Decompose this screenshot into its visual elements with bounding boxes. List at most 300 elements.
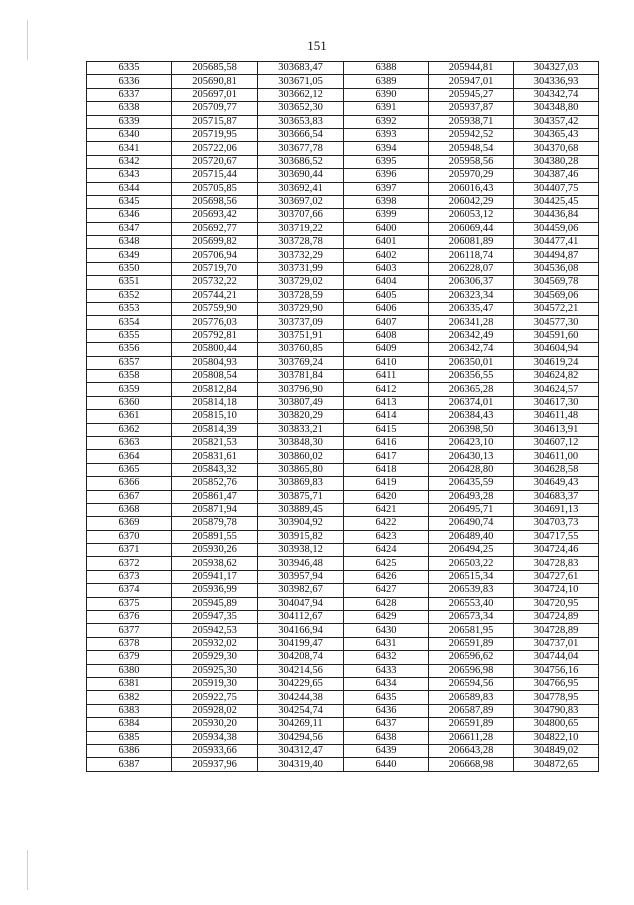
table-cell-x-coordinate-left: 205852,76 — [172, 477, 258, 490]
table-cell-x-coordinate-left: 205891,55 — [172, 530, 258, 543]
table-cell-point-number-right: 6395 — [344, 155, 429, 168]
table-cell-x-coordinate-right: 206342,49 — [429, 329, 514, 342]
table-cell-x-coordinate-left: 205821,53 — [172, 436, 258, 449]
table-row — [87, 704, 599, 717]
table-cell-x-coordinate-left: 205930,26 — [172, 544, 258, 557]
table-cell-y-coordinate-left: 304269,11 — [258, 718, 344, 731]
table-cell-point-number-right: 6389 — [344, 75, 429, 88]
table-cell-point-number-right: 6417 — [344, 450, 429, 463]
table-cell-y-coordinate-right: 304611,48 — [514, 410, 599, 423]
table-cell-y-coordinate-left: 303796,90 — [258, 383, 344, 396]
table-cell-y-coordinate-left: 303692,41 — [258, 182, 344, 195]
table-cell-x-coordinate-left: 205685,58 — [172, 62, 258, 75]
table-cell-x-coordinate-right: 206374,01 — [429, 396, 514, 409]
table-cell-point-number-right: 6399 — [344, 209, 429, 222]
table-cell-point-number-right: 6439 — [344, 744, 429, 757]
table-row — [87, 169, 599, 182]
table-row — [87, 436, 599, 449]
table-cell-point-number-right: 6423 — [344, 530, 429, 543]
table-row — [87, 744, 599, 757]
table-row — [87, 329, 599, 342]
table-cell-x-coordinate-left: 205814,18 — [172, 396, 258, 409]
table-row — [87, 209, 599, 222]
table-cell-point-number-left: 6352 — [87, 289, 172, 302]
table-cell-y-coordinate-left: 303662,12 — [258, 88, 344, 101]
table-cell-y-coordinate-right: 304649,43 — [514, 477, 599, 490]
table-row — [87, 637, 599, 650]
table-cell-x-coordinate-right: 206591,89 — [429, 637, 514, 650]
table-cell-y-coordinate-left: 303865,80 — [258, 463, 344, 476]
table-row — [87, 356, 599, 369]
table-cell-point-number-left: 6338 — [87, 102, 172, 115]
table-cell-x-coordinate-right: 206668,98 — [429, 758, 514, 771]
table-cell-point-number-right: 6401 — [344, 236, 429, 249]
table-cell-point-number-right: 6405 — [344, 289, 429, 302]
table-cell-x-coordinate-right: 206398,50 — [429, 423, 514, 436]
table-cell-x-coordinate-left: 205706,94 — [172, 249, 258, 262]
table-cell-point-number-right: 6428 — [344, 597, 429, 610]
table-cell-point-number-left: 6380 — [87, 664, 172, 677]
table-cell-x-coordinate-left: 205759,90 — [172, 303, 258, 316]
table-cell-x-coordinate-right: 206581,95 — [429, 624, 514, 637]
table-row — [87, 410, 599, 423]
table-row — [87, 517, 599, 530]
table-cell-point-number-left: 6358 — [87, 369, 172, 382]
table-cell-x-coordinate-left: 205879,78 — [172, 517, 258, 530]
table-cell-point-number-left: 6348 — [87, 236, 172, 249]
table-row — [87, 530, 599, 543]
table-cell-x-coordinate-right: 206591,89 — [429, 718, 514, 731]
table-cell-point-number-left: 6379 — [87, 651, 172, 664]
table-cell-point-number-left: 6359 — [87, 383, 172, 396]
table-cell-x-coordinate-right: 205970,29 — [429, 169, 514, 182]
table-cell-x-coordinate-right: 206490,74 — [429, 517, 514, 530]
table-cell-point-number-left: 6355 — [87, 329, 172, 342]
table-row — [87, 182, 599, 195]
table-cell-y-coordinate-right: 304459,06 — [514, 222, 599, 235]
table-row — [87, 236, 599, 249]
table-row — [87, 115, 599, 128]
table-cell-y-coordinate-left: 303938,12 — [258, 544, 344, 557]
table-cell-y-coordinate-right: 304691,13 — [514, 503, 599, 516]
table-cell-point-number-right: 6388 — [344, 62, 429, 75]
table-cell-y-coordinate-right: 304613,91 — [514, 423, 599, 436]
table-cell-point-number-right: 6406 — [344, 303, 429, 316]
table-cell-y-coordinate-left: 303737,09 — [258, 316, 344, 329]
table-cell-y-coordinate-left: 304244,38 — [258, 691, 344, 704]
table-cell-point-number-left: 6360 — [87, 396, 172, 409]
table-cell-y-coordinate-right: 304569,06 — [514, 289, 599, 302]
table-cell-point-number-left: 6347 — [87, 222, 172, 235]
table-cell-y-coordinate-left: 304214,56 — [258, 664, 344, 677]
table-cell-point-number-right: 6422 — [344, 517, 429, 530]
table-cell-y-coordinate-right: 304737,01 — [514, 637, 599, 650]
table-cell-x-coordinate-left: 205722,06 — [172, 142, 258, 155]
table-cell-point-number-left: 6383 — [87, 704, 172, 717]
table-cell-point-number-left: 6372 — [87, 557, 172, 570]
table-cell-point-number-left: 6374 — [87, 584, 172, 597]
table-cell-y-coordinate-right: 304724,10 — [514, 584, 599, 597]
table-cell-x-coordinate-right: 205937,87 — [429, 102, 514, 115]
table-cell-y-coordinate-left: 303875,71 — [258, 490, 344, 503]
table-row — [87, 276, 599, 289]
table-cell-x-coordinate-right: 206643,28 — [429, 744, 514, 757]
table-cell-y-coordinate-right: 304436,84 — [514, 209, 599, 222]
table-cell-point-number-right: 6402 — [344, 249, 429, 262]
table-cell-x-coordinate-left: 205715,44 — [172, 169, 258, 182]
table-cell-y-coordinate-right: 304683,37 — [514, 490, 599, 503]
table-cell-y-coordinate-left: 304208,74 — [258, 651, 344, 664]
table-cell-y-coordinate-right: 304348,80 — [514, 102, 599, 115]
table-cell-y-coordinate-left: 303860,02 — [258, 450, 344, 463]
table-cell-x-coordinate-left: 205693,42 — [172, 209, 258, 222]
table-row — [87, 731, 599, 744]
table-row — [87, 249, 599, 262]
table-cell-point-number-left: 6375 — [87, 597, 172, 610]
table-cell-y-coordinate-left: 303869,83 — [258, 477, 344, 490]
table-cell-y-coordinate-right: 304822,10 — [514, 731, 599, 744]
table-cell-point-number-left: 6337 — [87, 88, 172, 101]
table-cell-x-coordinate-right: 206435,59 — [429, 477, 514, 490]
table-cell-point-number-left: 6344 — [87, 182, 172, 195]
table-row — [87, 316, 599, 329]
table-cell-point-number-right: 6421 — [344, 503, 429, 516]
table-cell-point-number-left: 6345 — [87, 195, 172, 208]
table-cell-x-coordinate-left: 205808,54 — [172, 369, 258, 382]
table-cell-x-coordinate-right: 206494,25 — [429, 544, 514, 557]
table-cell-point-number-left: 6370 — [87, 530, 172, 543]
table-cell-x-coordinate-right: 206118,74 — [429, 249, 514, 262]
table-row — [87, 651, 599, 664]
table-cell-point-number-left: 6363 — [87, 436, 172, 449]
table-cell-y-coordinate-right: 304728,89 — [514, 624, 599, 637]
table-cell-y-coordinate-right: 304728,83 — [514, 557, 599, 570]
table-cell-point-number-right: 6420 — [344, 490, 429, 503]
table-cell-x-coordinate-left: 205843,32 — [172, 463, 258, 476]
table-cell-point-number-right: 6411 — [344, 369, 429, 382]
table-row — [87, 624, 599, 637]
table-cell-point-number-left: 6384 — [87, 718, 172, 731]
scan-edge-mark — [27, 850, 28, 890]
table-cell-x-coordinate-right: 206081,89 — [429, 236, 514, 249]
table-cell-x-coordinate-left: 205705,85 — [172, 182, 258, 195]
table-cell-point-number-right: 6433 — [344, 664, 429, 677]
table-cell-point-number-left: 6349 — [87, 249, 172, 262]
table-cell-y-coordinate-left: 303732,29 — [258, 249, 344, 262]
table-cell-x-coordinate-left: 205925,30 — [172, 664, 258, 677]
table-cell-x-coordinate-right: 206356,55 — [429, 369, 514, 382]
table-cell-x-coordinate-left: 205800,44 — [172, 343, 258, 356]
table-cell-x-coordinate-left: 205942,53 — [172, 624, 258, 637]
table-cell-y-coordinate-right: 304577,30 — [514, 316, 599, 329]
table-row — [87, 758, 599, 771]
table-cell-y-coordinate-right: 304744,04 — [514, 651, 599, 664]
table-cell-x-coordinate-left: 205698,56 — [172, 195, 258, 208]
table-row — [87, 303, 599, 316]
table-row — [87, 570, 599, 583]
table-cell-point-number-right: 6427 — [344, 584, 429, 597]
table-cell-point-number-right: 6431 — [344, 637, 429, 650]
table-cell-y-coordinate-left: 303946,48 — [258, 557, 344, 570]
table-cell-point-number-left: 6350 — [87, 262, 172, 275]
table-cell-point-number-left: 6364 — [87, 450, 172, 463]
table-cell-point-number-left: 6367 — [87, 490, 172, 503]
page-number: 151 — [307, 38, 327, 53]
table-row — [87, 369, 599, 382]
table-cell-y-coordinate-right: 304569,78 — [514, 276, 599, 289]
table-cell-y-coordinate-left: 303820,29 — [258, 410, 344, 423]
table-cell-y-coordinate-left: 303957,94 — [258, 570, 344, 583]
table-cell-point-number-right: 6419 — [344, 477, 429, 490]
table-cell-y-coordinate-left: 303683,47 — [258, 62, 344, 75]
table-cell-point-number-right: 6418 — [344, 463, 429, 476]
table-cell-x-coordinate-left: 205936,99 — [172, 584, 258, 597]
table-cell-x-coordinate-right: 206495,71 — [429, 503, 514, 516]
table-cell-x-coordinate-right: 206515,34 — [429, 570, 514, 583]
table-cell-x-coordinate-right: 206573,34 — [429, 611, 514, 624]
table-cell-x-coordinate-left: 205928,02 — [172, 704, 258, 717]
table-cell-y-coordinate-left: 303729,02 — [258, 276, 344, 289]
table-cell-x-coordinate-left: 205709,77 — [172, 102, 258, 115]
table-row — [87, 343, 599, 356]
table-cell-y-coordinate-right: 304619,24 — [514, 356, 599, 369]
table-cell-y-coordinate-left: 304294,56 — [258, 731, 344, 744]
table-cell-point-number-right: 6440 — [344, 758, 429, 771]
table-cell-y-coordinate-right: 304724,89 — [514, 611, 599, 624]
table-row — [87, 544, 599, 557]
table-cell-x-coordinate-left: 205938,62 — [172, 557, 258, 570]
table-cell-y-coordinate-left: 304166,94 — [258, 624, 344, 637]
table-cell-x-coordinate-left: 205947,35 — [172, 611, 258, 624]
table-cell-y-coordinate-left: 303769,24 — [258, 356, 344, 369]
table-cell-x-coordinate-left: 205932,02 — [172, 637, 258, 650]
table-cell-point-number-left: 6339 — [87, 115, 172, 128]
table-row — [87, 677, 599, 690]
table-cell-y-coordinate-left: 303833,21 — [258, 423, 344, 436]
table-cell-x-coordinate-right: 206493,28 — [429, 490, 514, 503]
table-cell-y-coordinate-right: 304703,73 — [514, 517, 599, 530]
table-cell-y-coordinate-left: 303652,30 — [258, 102, 344, 115]
table-cell-y-coordinate-left: 303666,54 — [258, 128, 344, 141]
table-cell-point-number-right: 6404 — [344, 276, 429, 289]
table-row — [87, 195, 599, 208]
table-cell-y-coordinate-right: 304536,08 — [514, 262, 599, 275]
table-cell-point-number-right: 6424 — [344, 544, 429, 557]
table-row — [87, 691, 599, 704]
table-cell-y-coordinate-right: 304357,42 — [514, 115, 599, 128]
table-cell-point-number-left: 6343 — [87, 169, 172, 182]
table-row — [87, 611, 599, 624]
table-cell-x-coordinate-left: 205804,93 — [172, 356, 258, 369]
table-row — [87, 597, 599, 610]
table-cell-y-coordinate-right: 304327,03 — [514, 62, 599, 75]
table-cell-point-number-left: 6371 — [87, 544, 172, 557]
table-cell-y-coordinate-left: 303760,85 — [258, 343, 344, 356]
table-cell-x-coordinate-left: 205929,30 — [172, 651, 258, 664]
table-row — [87, 718, 599, 731]
table-cell-y-coordinate-right: 304717,55 — [514, 530, 599, 543]
table-cell-x-coordinate-right: 206341,28 — [429, 316, 514, 329]
table-row — [87, 222, 599, 235]
table-cell-point-number-left: 6354 — [87, 316, 172, 329]
table-cell-x-coordinate-right: 206428,80 — [429, 463, 514, 476]
table-cell-point-number-right: 6397 — [344, 182, 429, 195]
table-cell-y-coordinate-left: 303731,99 — [258, 262, 344, 275]
table-cell-x-coordinate-right: 206042,29 — [429, 195, 514, 208]
table-cell-y-coordinate-left: 304254,74 — [258, 704, 344, 717]
table-cell-x-coordinate-right: 206596,62 — [429, 651, 514, 664]
table-row — [87, 664, 599, 677]
table-cell-x-coordinate-left: 205933,66 — [172, 744, 258, 757]
table-cell-y-coordinate-left: 304199,47 — [258, 637, 344, 650]
coordinates-table — [86, 61, 599, 772]
table-cell-x-coordinate-right: 206553,40 — [429, 597, 514, 610]
table-cell-point-number-left: 6381 — [87, 677, 172, 690]
table-cell-x-coordinate-right: 206384,43 — [429, 410, 514, 423]
table-cell-x-coordinate-left: 205690,81 — [172, 75, 258, 88]
table-cell-y-coordinate-left: 303653,83 — [258, 115, 344, 128]
table-cell-y-coordinate-right: 304477,41 — [514, 236, 599, 249]
table-cell-x-coordinate-left: 205692,77 — [172, 222, 258, 235]
table-cell-y-coordinate-right: 304604,94 — [514, 343, 599, 356]
table-cell-point-number-left: 6340 — [87, 128, 172, 141]
table-cell-y-coordinate-right: 304380,28 — [514, 155, 599, 168]
table-cell-y-coordinate-right: 304720,95 — [514, 597, 599, 610]
table-cell-x-coordinate-left: 205831,61 — [172, 450, 258, 463]
table-cell-x-coordinate-left: 205744,21 — [172, 289, 258, 302]
table-cell-point-number-right: 6425 — [344, 557, 429, 570]
table-cell-point-number-right: 6413 — [344, 396, 429, 409]
table-row — [87, 450, 599, 463]
table-cell-y-coordinate-right: 304370,68 — [514, 142, 599, 155]
table-cell-x-coordinate-left: 205720,67 — [172, 155, 258, 168]
table-cell-point-number-right: 6429 — [344, 611, 429, 624]
table-row — [87, 490, 599, 503]
table-cell-point-number-left: 6373 — [87, 570, 172, 583]
table-row — [87, 423, 599, 436]
table-cell-point-number-right: 6430 — [344, 624, 429, 637]
table-cell-point-number-right: 6436 — [344, 704, 429, 717]
table-cell-point-number-right: 6415 — [344, 423, 429, 436]
table-cell-y-coordinate-right: 304387,46 — [514, 169, 599, 182]
table-cell-point-number-right: 6394 — [344, 142, 429, 155]
table-cell-y-coordinate-left: 303707,66 — [258, 209, 344, 222]
coordinates-table-body — [87, 62, 599, 772]
table-cell-y-coordinate-right: 304591,60 — [514, 329, 599, 342]
table-cell-x-coordinate-left: 205937,96 — [172, 758, 258, 771]
table-cell-x-coordinate-right: 206539,83 — [429, 584, 514, 597]
table-cell-point-number-left: 6346 — [87, 209, 172, 222]
table-cell-x-coordinate-right: 205948,54 — [429, 142, 514, 155]
table-cell-x-coordinate-right: 206503,22 — [429, 557, 514, 570]
table-cell-point-number-right: 6416 — [344, 436, 429, 449]
table-cell-x-coordinate-right: 205958,56 — [429, 155, 514, 168]
table-cell-y-coordinate-right: 304628,58 — [514, 463, 599, 476]
table-row — [87, 102, 599, 115]
table-cell-x-coordinate-right: 205938,71 — [429, 115, 514, 128]
table-cell-y-coordinate-right: 304611,00 — [514, 450, 599, 463]
table-cell-point-number-right: 6437 — [344, 718, 429, 731]
table-cell-x-coordinate-right: 206342,74 — [429, 343, 514, 356]
table-cell-x-coordinate-right: 206423,10 — [429, 436, 514, 449]
table-cell-point-number-left: 6357 — [87, 356, 172, 369]
table-cell-point-number-left: 6369 — [87, 517, 172, 530]
table-cell-x-coordinate-left: 205792,81 — [172, 329, 258, 342]
table-cell-point-number-right: 6410 — [344, 356, 429, 369]
table-cell-x-coordinate-left: 205871,94 — [172, 503, 258, 516]
table-cell-x-coordinate-right: 205947,01 — [429, 75, 514, 88]
table-cell-y-coordinate-left: 303904,92 — [258, 517, 344, 530]
table-cell-y-coordinate-right: 304494,87 — [514, 249, 599, 262]
table-row — [87, 396, 599, 409]
table-cell-y-coordinate-left: 303889,45 — [258, 503, 344, 516]
table-row — [87, 62, 599, 75]
table-row — [87, 503, 599, 516]
table-cell-point-number-left: 6365 — [87, 463, 172, 476]
table-cell-y-coordinate-left: 303729,90 — [258, 303, 344, 316]
table-cell-x-coordinate-left: 205941,17 — [172, 570, 258, 583]
table-cell-y-coordinate-right: 304790,83 — [514, 704, 599, 717]
table-cell-x-coordinate-right: 206489,40 — [429, 530, 514, 543]
table-cell-x-coordinate-left: 205697,01 — [172, 88, 258, 101]
table-cell-y-coordinate-right: 304727,61 — [514, 570, 599, 583]
table-cell-point-number-left: 6368 — [87, 503, 172, 516]
table-cell-point-number-right: 6438 — [344, 731, 429, 744]
table-cell-point-number-left: 6342 — [87, 155, 172, 168]
table-cell-x-coordinate-right: 206611,28 — [429, 731, 514, 744]
table-cell-x-coordinate-left: 205719,70 — [172, 262, 258, 275]
table-cell-point-number-right: 6393 — [344, 128, 429, 141]
table-cell-point-number-left: 6387 — [87, 758, 172, 771]
table-cell-point-number-left: 6362 — [87, 423, 172, 436]
table-row — [87, 88, 599, 101]
table-cell-x-coordinate-left: 205814,39 — [172, 423, 258, 436]
table-cell-point-number-left: 6351 — [87, 276, 172, 289]
table-cell-x-coordinate-right: 206587,89 — [429, 704, 514, 717]
table-cell-x-coordinate-right: 205945,27 — [429, 88, 514, 101]
table-cell-point-number-left: 6378 — [87, 637, 172, 650]
table-cell-x-coordinate-right: 206589,83 — [429, 691, 514, 704]
table-cell-x-coordinate-left: 205934,38 — [172, 731, 258, 744]
table-cell-x-coordinate-right: 205942,52 — [429, 128, 514, 141]
table-cell-y-coordinate-left: 303690,44 — [258, 169, 344, 182]
table-cell-y-coordinate-right: 304365,43 — [514, 128, 599, 141]
table-cell-y-coordinate-left: 303728,78 — [258, 236, 344, 249]
table-cell-y-coordinate-right: 304624,57 — [514, 383, 599, 396]
table-cell-point-number-left: 6361 — [87, 410, 172, 423]
table-cell-y-coordinate-left: 303915,82 — [258, 530, 344, 543]
table-cell-point-number-right: 6434 — [344, 677, 429, 690]
table-cell-x-coordinate-right: 206350,01 — [429, 356, 514, 369]
table-cell-y-coordinate-left: 303686,52 — [258, 155, 344, 168]
table-cell-point-number-right: 6400 — [344, 222, 429, 235]
table-cell-y-coordinate-right: 304572,21 — [514, 303, 599, 316]
table-cell-y-coordinate-right: 304724,46 — [514, 544, 599, 557]
table-cell-y-coordinate-left: 303697,02 — [258, 195, 344, 208]
table-row — [87, 557, 599, 570]
table-cell-x-coordinate-left: 205945,89 — [172, 597, 258, 610]
table-row — [87, 584, 599, 597]
table-cell-point-number-left: 6335 — [87, 62, 172, 75]
table-cell-point-number-left: 6356 — [87, 343, 172, 356]
table-cell-y-coordinate-left: 304319,40 — [258, 758, 344, 771]
table-cell-y-coordinate-left: 303751,91 — [258, 329, 344, 342]
table-cell-x-coordinate-left: 205719,95 — [172, 128, 258, 141]
table-cell-x-coordinate-right: 206365,28 — [429, 383, 514, 396]
table-cell-y-coordinate-left: 303807,49 — [258, 396, 344, 409]
table-cell-point-number-left: 6376 — [87, 611, 172, 624]
table-cell-y-coordinate-right: 304336,93 — [514, 75, 599, 88]
